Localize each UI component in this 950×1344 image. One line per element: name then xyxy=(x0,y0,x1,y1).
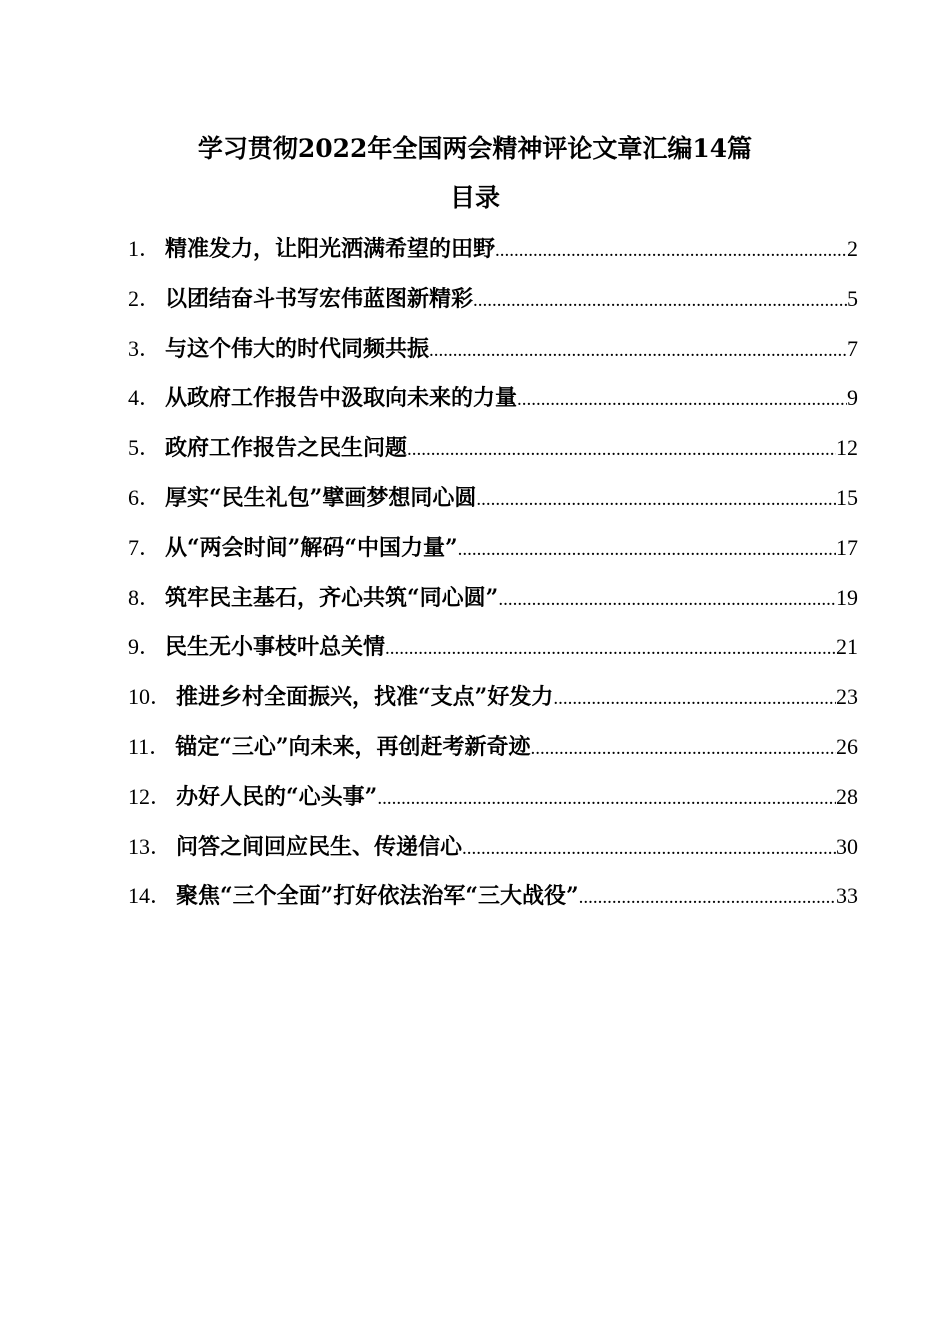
toc-entry[interactable] xyxy=(128,777,858,827)
toc-entry-title: 锚定“三心”向未来，再创赶考新奇迹 xyxy=(175,733,531,760)
toc-entry-title: 从政府工作报告中汲取向未来的力量 xyxy=(165,385,518,412)
toc-entry-title: 以团结奋斗书写宏伟蓝图新精彩 xyxy=(165,285,474,312)
toc-dot-leader xyxy=(473,281,847,321)
toc-entry-page: 21 xyxy=(836,634,858,660)
toc-entry-title: 筑牢民主基石，齐心共筑“同心圆” xyxy=(165,584,499,611)
toc-entry-page: 9 xyxy=(847,385,858,411)
toc-entry-page: 19 xyxy=(836,584,858,610)
toc-entry-page: 33 xyxy=(836,883,858,909)
toc-entry-title: 精准发力，让阳光洒满希望的田野 xyxy=(165,236,496,262)
toc-dot-leader xyxy=(458,530,836,570)
toc-entry[interactable] xyxy=(128,528,858,578)
toc-entry-page: 28 xyxy=(836,783,858,809)
toc-dot-leader xyxy=(517,380,847,420)
table-of-contents xyxy=(128,229,858,926)
toc-dot-leader xyxy=(531,729,837,769)
toc-entry-page: 26 xyxy=(836,733,858,759)
toc-entry-number: 13． xyxy=(128,833,173,859)
toc-entry-page: 2 xyxy=(847,236,858,261)
toc-entry[interactable] xyxy=(128,329,858,379)
toc-dot-leader xyxy=(579,878,836,918)
toc-entry-number: 8． xyxy=(128,584,162,610)
toc-entry-number: 7． xyxy=(128,534,162,560)
toc-entry-number: 6． xyxy=(128,484,162,510)
toc-dot-leader xyxy=(429,331,847,371)
toc-entry[interactable] xyxy=(128,876,858,926)
toc-entry-title: 厚实“民生礼包”擘画梦想同心圆 xyxy=(165,484,477,511)
toc-entry-title: 与这个伟大的时代同频共振 xyxy=(165,335,430,362)
toc-entry-number: 14． xyxy=(128,883,173,909)
toc-dot-leader xyxy=(498,580,836,620)
toc-entry[interactable] xyxy=(128,727,858,777)
toc-dot-leader xyxy=(476,480,836,520)
toc-entry-page: 15 xyxy=(836,484,858,510)
toc-entry-page: 5 xyxy=(847,285,858,311)
toc-dot-leader xyxy=(462,829,836,869)
document-title: 学习贯彻2022年全国两会精神评论文章汇编14篇 xyxy=(197,134,753,163)
toc-entry-page: 7 xyxy=(847,335,858,361)
toc-entry-number: 3． xyxy=(128,335,162,361)
toc-entry-title: 民生无小事枝叶总关情 xyxy=(165,634,386,661)
toc-entry-number: 5． xyxy=(128,435,162,461)
toc-entry[interactable] xyxy=(128,478,858,528)
toc-entry[interactable] xyxy=(128,578,858,628)
toc-dot-leader xyxy=(495,231,847,271)
toc-entry-number: 1． xyxy=(128,236,162,261)
toc-entry-number: 2． xyxy=(128,285,162,311)
toc-entry-title: 办好人民的“心头事” xyxy=(176,783,378,810)
toc-dot-leader xyxy=(377,779,836,819)
toc-entry[interactable] xyxy=(128,827,858,877)
toc-entry[interactable] xyxy=(128,677,858,727)
toc-entry-page: 30 xyxy=(836,833,858,859)
toc-entry[interactable] xyxy=(128,378,858,428)
toc-entry-number: 11． xyxy=(128,733,172,759)
toc-entry-title: 聚焦“三个全面”打好依法治军“三大战役” xyxy=(176,883,579,910)
toc-entry[interactable] xyxy=(128,279,858,329)
toc-entry-page: 17 xyxy=(836,534,858,560)
toc-entry-number: 9． xyxy=(128,634,162,660)
toc-entry[interactable] xyxy=(128,428,858,478)
toc-entry-title: 从“两会时间”解码“中国力量” xyxy=(165,534,458,561)
toc-entry-number: 4． xyxy=(128,385,162,411)
toc-entry-title: 推进乡村全面振兴，找准“支点”好发力 xyxy=(176,684,554,711)
toc-entry-title: 问答之间回应民生、传递信心 xyxy=(176,833,463,860)
toc-entry[interactable] xyxy=(128,627,858,677)
toc-entry-number: 12． xyxy=(128,783,173,809)
toc-entry-number: 10． xyxy=(128,684,173,710)
toc-heading: 目录 xyxy=(449,183,500,212)
toc-entry-title: 政府工作报告之民生问题 xyxy=(165,435,408,462)
toc-dot-leader xyxy=(385,629,836,669)
toc-dot-leader xyxy=(553,679,836,719)
toc-dot-leader xyxy=(407,430,836,470)
toc-entry-page: 12 xyxy=(836,435,858,461)
toc-entry-page: 23 xyxy=(836,684,858,710)
toc-entry[interactable] xyxy=(128,229,858,279)
